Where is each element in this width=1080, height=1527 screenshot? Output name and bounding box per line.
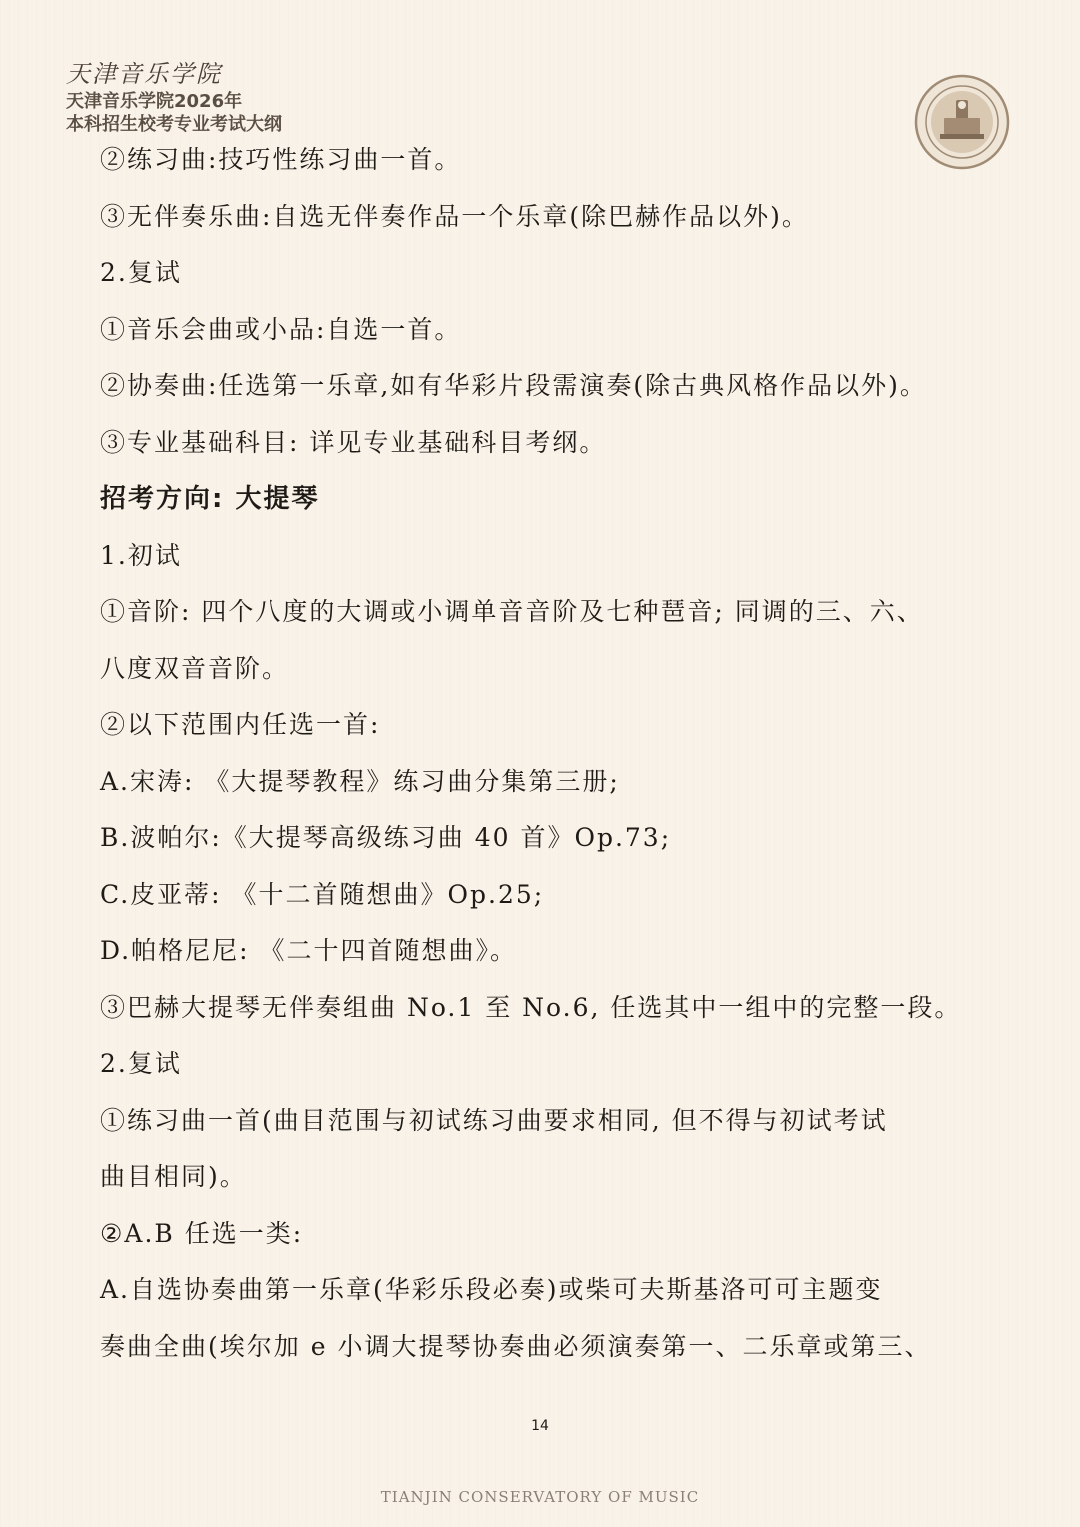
text-line: ③无伴奏乐曲:自选无伴奏作品一个乐章(除巴赫作品以外)。 bbox=[100, 201, 809, 231]
text-line: ②以下范围内任选一首: bbox=[100, 710, 381, 739]
text-line: ③巴赫大提琴无伴奏组曲 No.1 至 No.6, 任选其中一组中的完整一段。 bbox=[100, 992, 962, 1022]
text-line: 曲目相同)。 bbox=[100, 1162, 247, 1191]
text-line: ①音阶: 四个八度的大调或小调单音音阶及七种琶音; 同调的三、六、 bbox=[100, 597, 924, 626]
text-line: ②A.B 任选一类: bbox=[100, 1218, 304, 1248]
footer-institution-name: TIANJIN CONSERVATORY OF MUSIC bbox=[380, 1488, 700, 1506]
text-line: D.帕格尼尼: 《二十四首随想曲》。 bbox=[100, 936, 517, 965]
text-line: ①音乐会曲或小品:自选一首。 bbox=[100, 314, 462, 344]
text-line: 八度双音音阶。 bbox=[100, 653, 290, 683]
document-body bbox=[100, 132, 1000, 1375]
text-line: 2.复试 bbox=[100, 258, 182, 287]
header bbox=[66, 60, 366, 136]
page-number: 14 bbox=[531, 1418, 549, 1434]
text-line: A.自选协奏曲第一乐章(华彩乐段必奏)或柴可夫斯基洛可可主题变 bbox=[100, 1275, 883, 1304]
text-line: ②协奏曲:任选第一乐章,如有华彩片段需演奏(除古典风格作品以外)。 bbox=[100, 371, 927, 400]
section-heading: 招考方向: 大提琴 bbox=[100, 484, 320, 514]
text-line: C.皮亚蒂: 《十二首随想曲》Op.25; bbox=[100, 879, 545, 909]
text-line: ②练习曲:技巧性练习曲一首。 bbox=[100, 145, 462, 174]
header-title-line1: 天津音乐学院2026年 bbox=[66, 91, 243, 112]
text-line: ③专业基础科目: 详见专业基础科目考纲。 bbox=[100, 427, 607, 457]
text-line: ①练习曲一首(曲目范围与初试练习曲要求相同, 但不得与初试考试 bbox=[100, 1105, 888, 1135]
text-line: 2.复试 bbox=[100, 1049, 182, 1078]
text-line: A.宋涛: 《大提琴教程》练习曲分集第三册; bbox=[100, 766, 620, 796]
text-line: 奏曲全曲(埃尔加 e 小调大提琴协奏曲必须演奏第一、二乐章或第三、 bbox=[100, 1331, 932, 1361]
school-calligraphy-logo: 天津音乐学院 bbox=[66, 60, 222, 88]
header-title-line2: 本科招生校考专业考试大纲 bbox=[66, 114, 282, 135]
text-line: 1.初试 bbox=[100, 540, 182, 570]
text-line: B.波帕尔:《大提琴高级练习曲 40 首》Op.73; bbox=[100, 823, 672, 852]
